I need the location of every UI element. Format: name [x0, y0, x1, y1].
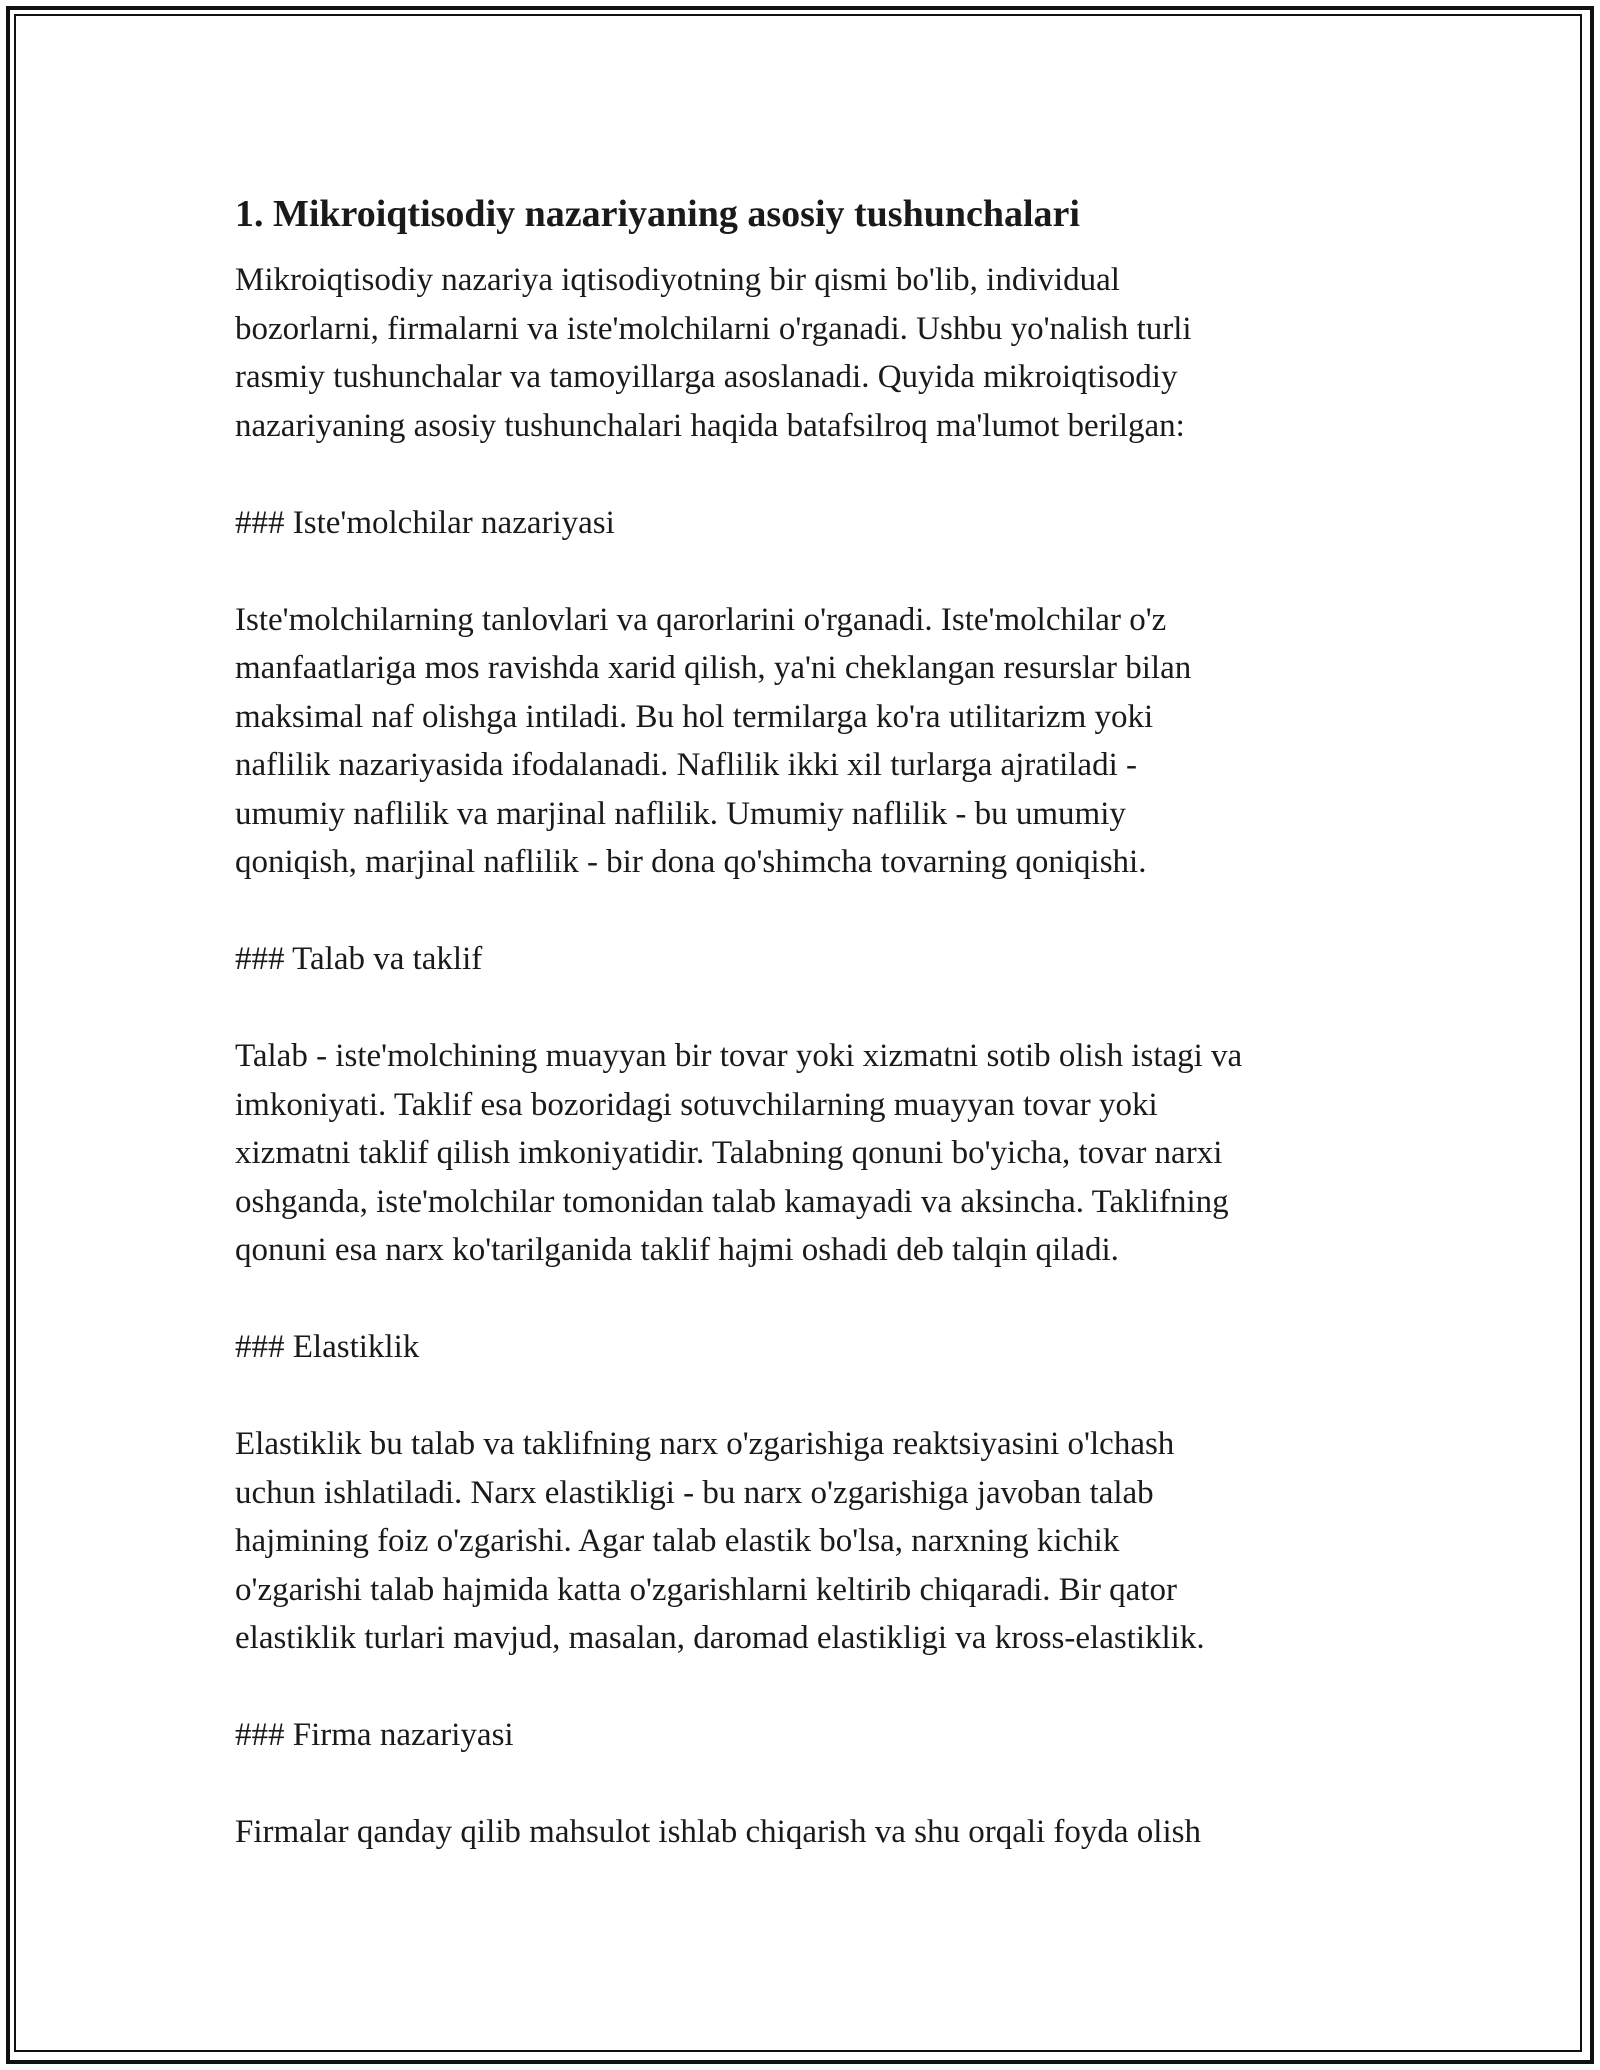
- spacer: [235, 1760, 1375, 1809]
- spacer: [235, 547, 1375, 596]
- section-text-supply-demand: Talab - iste'molchining muayyan bir tovar yoki xizmatni sotib olish istagi va imkoniyati. Taklif esa bozoridagi sotuvchilarning muayyan tovar yoki xizmatni taklif qilish imkoniyatidir. Talabning qonuni bo'yicha, tovar narxi oshganda, iste'molchilar tomonidan talab kamayadi va aksincha. Taklifning qonuni esa narx ko'tarilganida taklif hajmi oshadi deb talqin qiladi.: [235, 1038, 1243, 1268]
- document-body: [235, 186, 1375, 1857]
- section-text-consumer-theory: Iste'molchilarning tanlovlari va qarorlarini o'rganadi. Iste'molchilar o'z manfaatlariga mos ravishda xarid qilish, ya'ni cheklangan resurslar bilan maksimal naf olishga intiladi. Bu hol termilarga ko'ra utilitarizm yoki naflilik nazariyasida ifodalanadi. Naflilik ikki xil turlarga ajratiladi - umumiy naflilik va marjinal naflilik. Umumiy naflilik - bu umumiy qoniqish, marjinal naflilik - bir dona qo'shimcha tovarning qoniqishi.: [235, 601, 1192, 880]
- section-heading-elasticity: ### Elastiklik: [235, 1329, 420, 1365]
- spacer: [235, 1372, 1375, 1421]
- spacer: [235, 1663, 1375, 1712]
- spacer: [235, 450, 1375, 499]
- spacer: [235, 984, 1375, 1033]
- spacer: [235, 1275, 1375, 1324]
- section-text-firm-theory: Firmalar qanday qilib mahsulot ishlab chiqarish va shu orqali foyda olish: [235, 1814, 1201, 1850]
- section-text-elasticity: Elastiklik bu talab va taklifning narx o'zgarishiga reaktsiyasini o'lchash uchun ishlatiladi. Narx elastikligi - bu narx o'zgarishiga javoban talab hajmining foiz o'zgarishi. Agar talab elastik bo'lsa, narxning kichik o'zgarishi talab hajmida katta o'zgarishlarni keltirib chiqaradi. Bir qator elastiklik turlari mavjud, masalan, daromad elastikligi va kross-elastiklik.: [235, 1426, 1205, 1656]
- document-title: 1. Mikroiqtisodiy nazariyaning asosiy tushunchalari: [235, 193, 1080, 235]
- intro-paragraph: Mikroiqtisodiy nazariya iqtisodiyotning bir qismi bo'lib, individual bozorlarni, firmalarni va iste'molchilarni o'rganadi. Ushbu yo'nalish turli rasmiy tushunchalar va tamoyillarga asoslanadi. Quyida mikroiqtisodiy nazariyaning asosiy tushunchalari haqida batafsilroq ma'lumot berilgan:: [235, 262, 1192, 444]
- section-heading-supply-demand: ### Talab va taklif: [235, 941, 483, 977]
- spacer: [235, 887, 1375, 936]
- section-heading-consumer-theory: ### Iste'molchilar nazariyasi: [235, 504, 615, 541]
- section-heading-firm-theory: ### Firma nazariyasi: [235, 1717, 514, 1753]
